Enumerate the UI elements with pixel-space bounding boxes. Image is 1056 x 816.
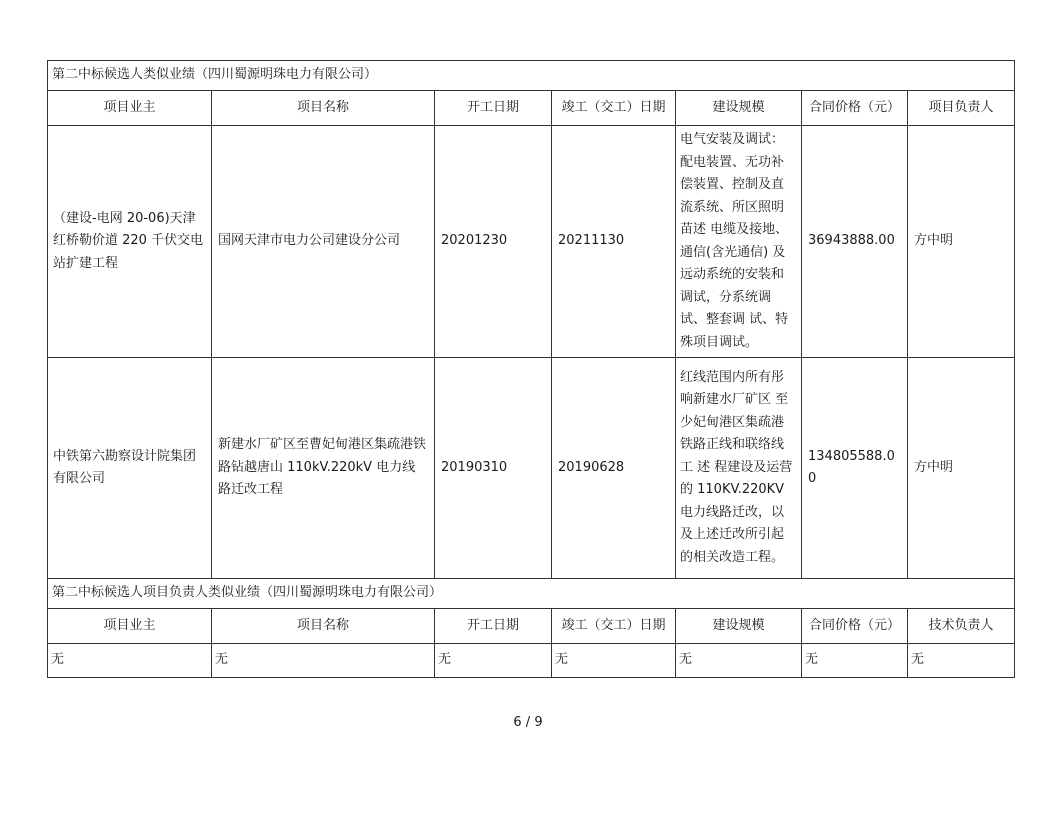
section-title-row <box>48 61 1015 91</box>
header-row <box>48 91 1015 126</box>
table-row <box>48 126 1015 358</box>
cell-project-name: 新建水厂矿区至曹妃甸港区集疏港铁路钻越唐山 110kV.220kV 电力线路迁改工程 <box>212 358 435 579</box>
cell-start-date: 20190310 <box>435 358 552 579</box>
header-scale: 建设规模 <box>676 91 802 126</box>
cell-owner: 无 <box>48 644 212 678</box>
header-scale: 建设规模 <box>676 609 802 644</box>
header-contract-price: 合同价格（元） <box>802 609 908 644</box>
cell-project-name: 无 <box>212 644 435 678</box>
cell-owner: 中铁第六勘察设计院集团有限公司 <box>48 358 212 579</box>
header-completion-date: 竣工（交工）日期 <box>552 609 676 644</box>
cell-manager: 方中明 <box>908 358 1015 579</box>
header-start-date: 开工日期 <box>435 91 552 126</box>
cell-completion-date: 20211130 <box>552 126 676 358</box>
cell-completion-date: 20190628 <box>552 358 676 579</box>
header-manager: 项目负责人 <box>908 91 1015 126</box>
performance-table <box>47 60 1015 678</box>
header-completion-date: 竣工（交工）日期 <box>552 91 676 126</box>
header-start-date: 开工日期 <box>435 609 552 644</box>
section-title: 第二中标候选人类似业绩（四川蜀源明珠电力有限公司） <box>48 61 1015 91</box>
cell-scale: 电气安装及调试：配电装置、无功补偿装置、控制及直流系统、所区照明苗述 电缆及接地、通信(含光通信) 及远动系统的安装和调试，分系统调试、整套调 试、特殊项目调试。 <box>676 126 802 358</box>
header-technical-lead: 技术负责人 <box>908 609 1015 644</box>
header-owner: 项目业主 <box>48 91 212 126</box>
cell-project-name: 国网天津市电力公司建设分公司 <box>212 126 435 358</box>
header-row <box>48 609 1015 644</box>
cell-start-date: 20201230 <box>435 126 552 358</box>
page-number: 6 / 9 <box>513 715 543 730</box>
header-contract-price: 合同价格（元） <box>802 91 908 126</box>
header-project-name: 项目名称 <box>212 609 435 644</box>
cell-scale: 红线范围内所有彤响新建水厂矿区 至少妃甸港区集疏港铁路正线和联络线工 述 程建设及运营的 110KV.220KV 电力线路迁改，以及上述迁改所引起的相关改造工程。 <box>676 358 802 579</box>
table-row <box>48 358 1015 579</box>
cell-technical-lead: 无 <box>908 644 1015 678</box>
cell-contract-price: 无 <box>802 644 908 678</box>
cell-owner: （建设-电网 20-06)天津红桥勒价道 220 千伏交电站扩建工程 <box>48 126 212 358</box>
cell-contract-price: 134805588.00 <box>802 358 908 579</box>
cell-start-date: 无 <box>435 644 552 678</box>
table-row <box>48 644 1015 678</box>
cell-manager: 方中明 <box>908 126 1015 358</box>
header-project-name: 项目名称 <box>212 91 435 126</box>
header-owner: 项目业主 <box>48 609 212 644</box>
section-title: 第二中标候选人项目负责人类似业绩（四川蜀源明珠电力有限公司） <box>48 579 1015 609</box>
cell-contract-price: 36943888.00 <box>802 126 908 358</box>
cell-completion-date: 无 <box>552 644 676 678</box>
cell-scale: 无 <box>676 644 802 678</box>
section-title-row <box>48 579 1015 609</box>
